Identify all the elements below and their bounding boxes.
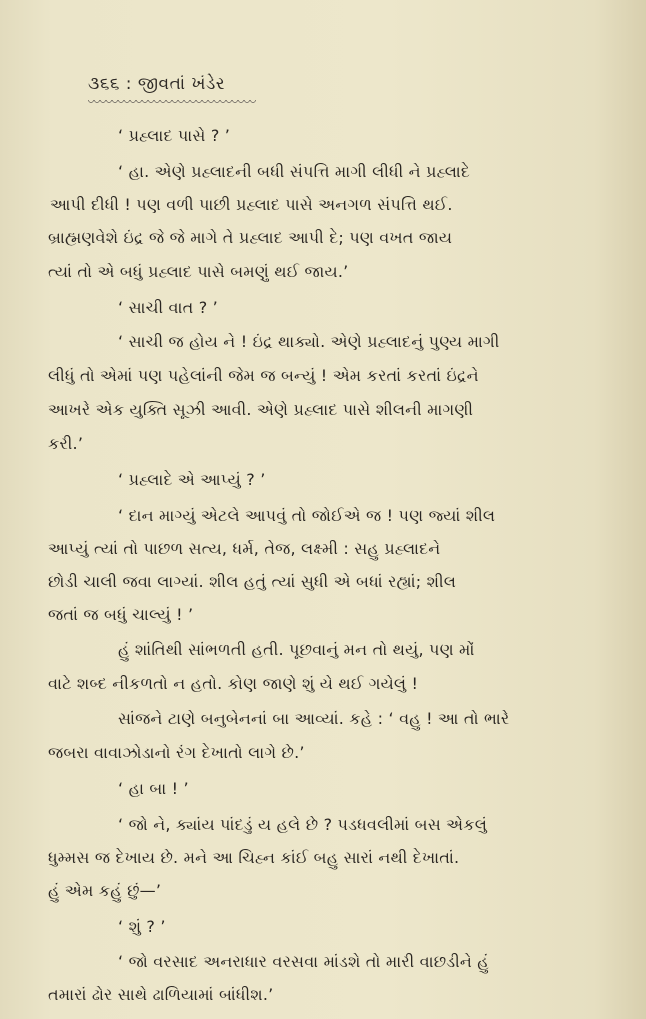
- text-line: ‘ દાન માગ્યું એટલે આપવું તો જોઈએ જ ! પણ જ્યાં શીલ: [118, 506, 496, 525]
- text-line: તમારાં ઢોર સાથે ઢાળિયામાં બાંધીશ.’: [48, 985, 274, 1004]
- text-line: હું શાંતિથી સાંભળતી હતી. પૂછવાનું મન તો થયું, પણ મોં: [118, 640, 475, 659]
- text-line: ‘ હા બા ! ’: [118, 779, 189, 798]
- text-line: ‘ સાચી જ હોય ને ! ઇંદ્ર થાક્યો. એણે પ્રહ્લાદનું પુણ્ય માગી: [118, 332, 500, 351]
- text-line: ‘ સાચી વાત ? ’: [118, 298, 218, 317]
- text-line: ‘ પ્રહ્લાદ પાસે ? ’: [118, 126, 231, 145]
- text-line: ધુમ્મસ જ દેખાય છે. મને આ ચિહ્ન કાંઈ બહુ સારાં નથી દેખાતાં.: [48, 848, 460, 867]
- text-line: ‘ જો વરસાદ અનરાધાર વરસવા માંડશે તો મારી વાછડીને હું: [118, 952, 489, 971]
- text-line: વાટે શબ્દ નીકળતો ન હતો. કોણ જાણે શું યે થઈ ગયેલું !: [48, 674, 419, 693]
- text-line: કરી.’: [48, 434, 84, 453]
- text-line: છોડી ચાલી જવા લાગ્યાં. શીલ હતું ત્યાં સુધી એ બધાં રહ્યાં; શીલ: [48, 572, 457, 591]
- text-line: જબરા વાવાઝોડાનો રંગ દેખાતો લાગે છે.’: [48, 743, 305, 762]
- text-line: આપી દીધી ! પણ વળી પાછી પ્રહ્લાદ પાસે અનગળ સંપત્તિ થઈ.: [50, 195, 453, 214]
- text-line: હું એમ કહું છું—’: [48, 881, 162, 900]
- text-line: આખરે એક યુક્તિ સૂઝી આવી. એણે પ્રહ્લાદ પાસે શીલની માગણી: [48, 400, 474, 419]
- text-line: ‘ પ્રહ્લાદે એ આપ્યું ? ’: [118, 470, 266, 489]
- text-line: આપ્યું ત્યાં તો પાછળ સત્ય, ધર્મ, તેજ, લક્ષ્મી : સહુ પ્રહ્લાદને: [48, 539, 441, 558]
- text-line: ‘ હા. એણે પ્રહ્લાદની બધી સંપત્તિ માગી લીધી ને પ્રહ્લાદે: [118, 162, 471, 181]
- text-line: લીધું તો એમાં પણ પહેલાંની જેમ જ બન્યું ! એમ કરતાં કરતાં ઇંદ્રને: [48, 366, 479, 385]
- text-line: ‘ જો ને, ક્યાંય પાંદડું ય હલે છે ? પડધવલીમાં બસ એકલું: [118, 815, 488, 834]
- text-line: ‘ શું ? ’: [118, 917, 166, 936]
- page-header: ૩૬૬ : જીવતાં ખંડેર: [88, 74, 226, 94]
- text-line: ત્યાં તો એ બધું પ્રહ્લાદ પાસે બમણું થઈ જાય.’: [48, 262, 349, 281]
- text-line: જતાં જ બધું ચાલ્યું ! ’: [48, 605, 194, 624]
- text-line: બ્રાહ્મણવેશે ઇંદ્ર જે જે માગે તે પ્રહ્લાદ આપી દે; પણ વખત જાય: [48, 228, 453, 247]
- text-line: સાંજને ટાણે બનુબેનનાં બા આવ્યાં. કહે : ‘ વહુ ! આ તો ભારે: [118, 709, 510, 728]
